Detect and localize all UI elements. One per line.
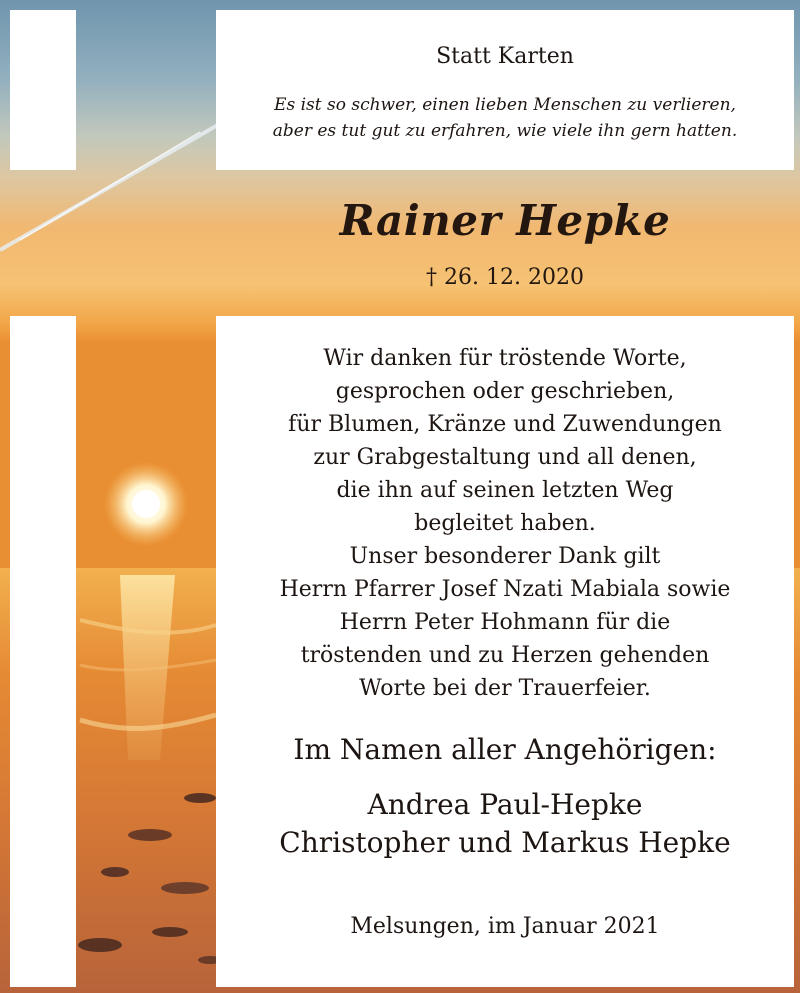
- special-thanks-line: Worte bei der Trauerfeier.: [359, 676, 651, 701]
- family-name: Andrea Paul-Hepke: [367, 788, 643, 821]
- quote-line: Es ist so schwer, einen lieben Menschen zu verlieren,: [274, 95, 736, 115]
- left-top-panel: [10, 10, 76, 170]
- thanks-line: gesprochen oder geschrieben,: [335, 379, 675, 404]
- deceased-name: Rainer Hepke: [339, 196, 671, 245]
- thanks-text: [216, 342, 794, 540]
- special-thanks-text: [216, 540, 794, 705]
- quote-line: aber es tut gut zu erfahren, wie viele ihn gern hatten.: [272, 121, 738, 141]
- special-thanks-line: Herrn Pfarrer Josef Nzati Mabiala sowie: [279, 577, 731, 602]
- special-thanks-line: tröstenden und zu Herzen gehenden: [300, 643, 710, 668]
- thanks-line: zur Grabgestaltung und all denen,: [313, 445, 697, 470]
- thanks-line: Wir danken für tröstende Worte,: [323, 346, 687, 371]
- thanks-line: begleitet haben.: [414, 511, 596, 536]
- family-name: Christopher und Markus Hepke: [279, 826, 731, 859]
- left-bottom-panel: [10, 316, 76, 987]
- thanks-line: für Blumen, Kränze und Zuwendungen: [288, 412, 722, 437]
- family-heading: Im Namen aller Angehörigen:: [293, 733, 717, 766]
- special-thanks-line: Unser besonderer Dank gilt: [349, 544, 661, 569]
- thanks-line: die ihn auf seinen letzten Weg: [336, 478, 674, 503]
- header-panel: [216, 10, 794, 170]
- special-thanks-line: Herrn Peter Hohmann für die: [339, 610, 671, 635]
- family-names: [216, 786, 794, 862]
- place-and-date: Melsungen, im Januar 2021: [350, 914, 660, 939]
- header-quote: [216, 92, 794, 144]
- death-date: † 26. 12. 2020: [426, 265, 584, 290]
- header-title: Statt Karten: [436, 44, 574, 69]
